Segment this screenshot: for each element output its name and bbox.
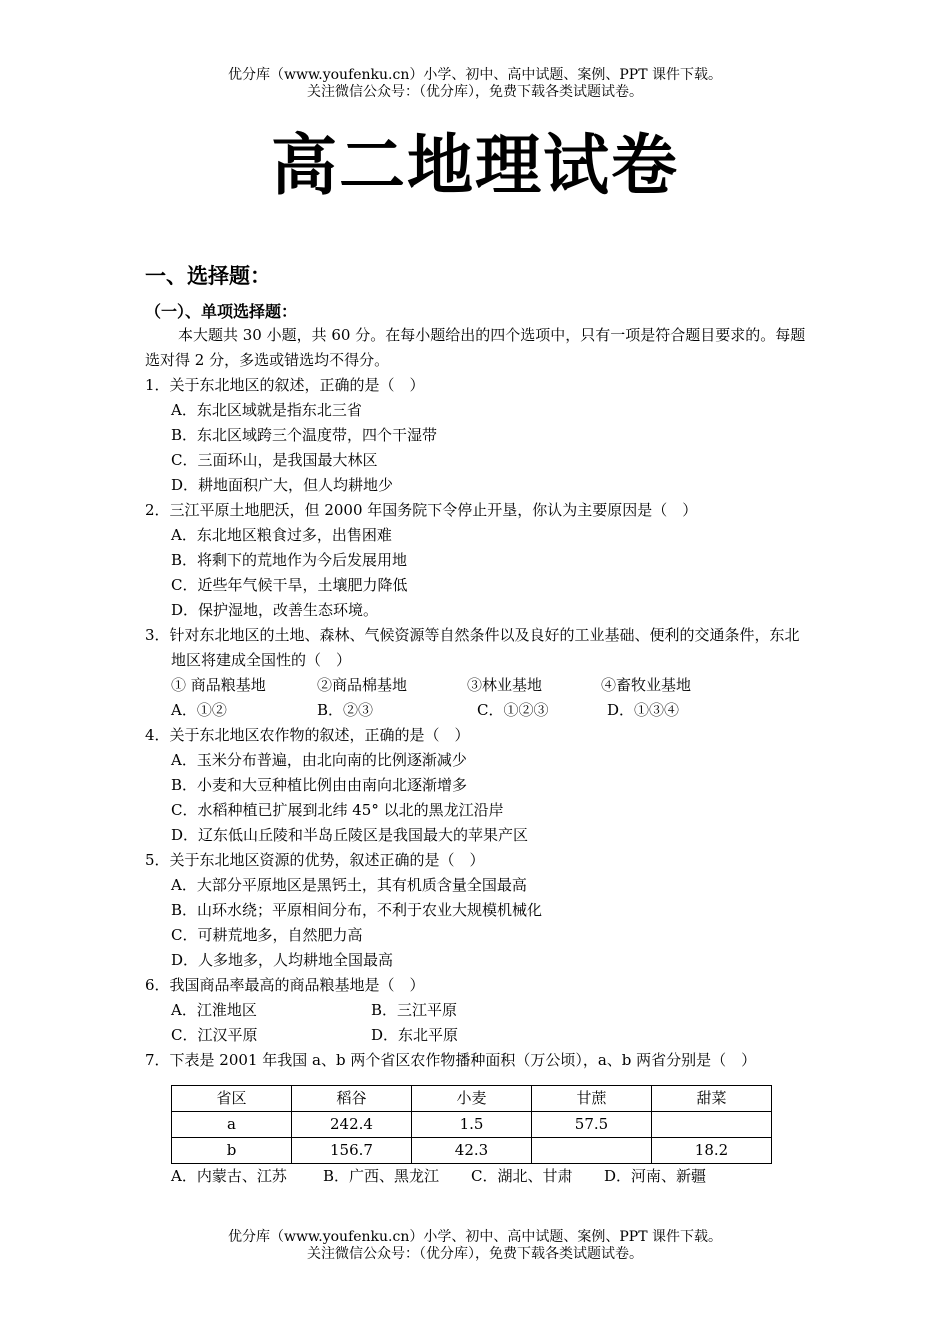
question-1-option-d: D．耕地面积广大，但人均耕地少 bbox=[171, 476, 394, 494]
question-1-stem: 1．关于东北地区的叙述，正确的是（ ） bbox=[145, 376, 425, 394]
subsection-heading: （一）、单项选择题： bbox=[145, 302, 298, 321]
page-footer bbox=[0, 1229, 950, 1263]
footer-line-2: 关注微信公众号：（优分库），免费下载各类试题试卷。 bbox=[307, 1246, 643, 1262]
table-cell: 18.2 bbox=[652, 1138, 772, 1164]
table-cell: 42.3 bbox=[412, 1138, 532, 1164]
section-heading: 一、选择题： bbox=[145, 263, 271, 288]
question-6-stem: 6．我国商品率最高的商品粮基地是（ ） bbox=[145, 976, 425, 994]
question-7-option-c: C．湖北、甘肃 bbox=[471, 1167, 573, 1185]
header-line-1: 优分库（www.youfenku.cn）小学、初中、高中试题、案例、PPT 课件下载。 bbox=[227, 67, 722, 83]
table-header-cell: 甜菜 bbox=[652, 1086, 772, 1112]
question-2-option-d: D．保护湿地，改善生态环境。 bbox=[171, 601, 379, 619]
question-3-item-4: ④畜牧业基地 bbox=[601, 676, 692, 694]
table-cell bbox=[532, 1138, 652, 1164]
table-row bbox=[172, 1138, 772, 1164]
table-header-cell: 稻谷 bbox=[292, 1086, 412, 1112]
question-7-option-a: A．内蒙古、江苏 bbox=[171, 1167, 287, 1185]
question-5-option-a: A．大部分平原地区是黑钙土，其有机质含量全国最高 bbox=[171, 876, 527, 894]
footer-line-1: 优分库（www.youfenku.cn）小学、初中、高中试题、案例、PPT 课件下载。 bbox=[227, 1229, 722, 1245]
table-row bbox=[172, 1112, 772, 1138]
question-6-option-d: D．东北平原 bbox=[371, 1026, 459, 1044]
question-3-option-a: A．①② bbox=[171, 701, 227, 719]
table-cell bbox=[652, 1112, 772, 1138]
question-3-stem: 3．针对东北地区的土地、森林、气候资源等自然条件以及良好的工业基础、便利的交通条件，东北地区将建成全国性的（ ） bbox=[145, 626, 800, 669]
table-cell: 242.4 bbox=[292, 1112, 412, 1138]
table-cell: 1.5 bbox=[412, 1112, 532, 1138]
question-1-option-c: C．三面环山，是我国最大林区 bbox=[171, 451, 378, 469]
question-6-option-a: A．江淮地区 bbox=[171, 1001, 257, 1019]
table-header-row bbox=[172, 1086, 772, 1112]
question-3-option-d: D．①③④ bbox=[607, 701, 680, 719]
question-2-option-c: C．近些年气候干旱，土壤肥力降低 bbox=[171, 576, 408, 594]
question-7-stem: 7．下表是 2001 年我国 a、b 两个省区农作物播种面积（万公顷），a、b 两省分别是（ ） bbox=[145, 1051, 757, 1069]
question-4-option-c: C．水稻种植已扩展到北纬 45° 以北的黑龙江沿岸 bbox=[171, 801, 504, 819]
question-5-option-c: C．可耕荒地多，自然肥力高 bbox=[171, 926, 363, 944]
question-4-stem: 4．关于东北地区农作物的叙述，正确的是（ ） bbox=[145, 726, 470, 744]
table-cell: b bbox=[172, 1138, 292, 1164]
question-4-option-a: A．玉米分布普遍，由北向南的比例逐渐减少 bbox=[171, 751, 467, 769]
table-cell: a bbox=[172, 1112, 292, 1138]
instructions: 本大题共 30 小题，共 60 分。在每小题给出的四个选项中，只有一项是符合题目要求的。每题选对得 2 分，多选或错选均不得分。 bbox=[145, 326, 806, 369]
question-1-option-b: B．东北区域跨三个温度带，四个干湿带 bbox=[171, 426, 438, 444]
question-3-item-3: ③林业基地 bbox=[467, 676, 543, 694]
table-cell: 156.7 bbox=[292, 1138, 412, 1164]
question-2-stem: 2．三江平原土地肥沃，但 2000 年国务院下令停止开垦，你认为主要原因是（ ） bbox=[145, 501, 698, 519]
table-cell: 57.5 bbox=[532, 1112, 652, 1138]
page-header bbox=[0, 67, 950, 101]
question-5-option-b: B．山环水绕；平原相间分布，不利于农业大规模机械化 bbox=[171, 901, 543, 919]
question-list bbox=[145, 323, 810, 1189]
question-7-option-b: B．广西、黑龙江 bbox=[323, 1167, 440, 1185]
question-3-option-b: B．②③ bbox=[317, 701, 374, 719]
question-6-options-row-1 bbox=[145, 998, 810, 1023]
question-2-option-b: B．将剩下的荒地作为今后发展用地 bbox=[171, 551, 408, 569]
page-title: 高二地理试卷 bbox=[271, 126, 679, 204]
question-4-option-d: D．辽东低山丘陵和半岛丘陵区是我国最大的苹果产区 bbox=[171, 826, 529, 844]
question-3-option-c: C．①②③ bbox=[477, 701, 549, 719]
question-6-option-b: B．三江平原 bbox=[371, 1001, 458, 1019]
table-header-cell: 省区 bbox=[172, 1086, 292, 1112]
question-4-option-b: B．小麦和大豆种植比例由由南向北逐渐增多 bbox=[171, 776, 468, 794]
question-6-option-c: C．江汉平原 bbox=[171, 1026, 258, 1044]
question-3-options bbox=[145, 698, 810, 723]
question-6-options-row-2 bbox=[145, 1023, 810, 1048]
question-1-option-a: A．东北区域就是指东北三省 bbox=[171, 401, 362, 419]
table-header-cell: 小麦 bbox=[412, 1086, 532, 1112]
crop-area-table bbox=[171, 1085, 772, 1164]
question-7-option-d: D．河南、新疆 bbox=[604, 1167, 707, 1185]
question-3-items bbox=[145, 673, 810, 698]
question-3-item-1: ① 商品粮基地 bbox=[171, 676, 266, 694]
question-2-option-a: A．东北地区粮食过多，出售困难 bbox=[171, 526, 392, 544]
question-7-options bbox=[145, 1164, 810, 1189]
question-5-stem: 5．关于东北地区资源的优势，叙述正确的是（ ） bbox=[145, 851, 485, 869]
question-3-item-2: ②商品棉基地 bbox=[317, 676, 408, 694]
table-header-cell: 甘蔗 bbox=[532, 1086, 652, 1112]
header-line-2: 关注微信公众号：（优分库），免费下载各类试题试卷。 bbox=[307, 84, 643, 100]
question-5-option-d: D．人多地多，人均耕地全国最高 bbox=[171, 951, 394, 969]
